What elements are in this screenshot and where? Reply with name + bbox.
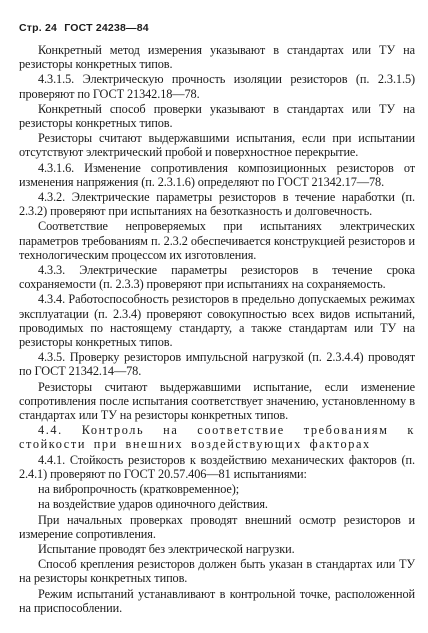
paragraph: 4.3.5. Проверку резисторов импульсной нагрузкой (п. 2.3.4.4) проводят по ГОСТ 21342.14—78. — [19, 350, 415, 379]
paragraph: Резисторы считают выдержавшими испытания, если при испытании отсутствуют электрический пробой и поверхностное перекрытие. — [19, 131, 415, 160]
paragraph: 4.3.3. Электрические параметры резисторов в течение срока сохраняемости (п. 2.3.3) проверяют при испытаниях на сохраняемость. — [19, 263, 415, 292]
paragraph: Резисторы считают выдержавшими испытание, если изменение сопротивления после испытания соответствует значению, установленному в стандартах или ТУ на резисторы конкретных типов. — [19, 379, 415, 423]
list-item: на вибропрочность (кратковременное); — [38, 482, 240, 497]
paragraph: Соответствие непроверяемых при испытаниях электрических параметров требованиям п. 2.3.2 обеспечивается конструкцией резисторов и технологическим процессом их изготовления. — [19, 219, 415, 262]
page-number: Стр. 24 — [19, 22, 58, 34]
paragraph: Конкретный способ проверки указывают в стандартах или ТУ на резисторы конкретных типов. — [19, 101, 415, 131]
paragraph: 4.3.1.6. Изменение сопротивления композиционных резисторов от изменения напряжения (п. 2.3.1.6) определяют по ГОСТ 21342.17—78. — [19, 160, 415, 189]
paragraph: 4.3.1.5. Электрическую прочность изоляции резисторов (п. 2.3.1.5) проверяют по ГОСТ 21342.18—78. — [19, 72, 415, 101]
paragraph: Режим испытаний устанавливают в контрольной точке, расположенной на приспособлении. — [19, 586, 415, 615]
paragraph: Конкретный метод измерения указывают в стандартах или ТУ на резисторы конкретных типов. — [19, 43, 415, 72]
paragraph: 4.3.4. Работоспособность резисторов в предельно допускаемых режимах эксплуатации (п. 2.3.4) проверяют совокупностью всех видов испытаний, проводимых по настоящему стандарту, а также стандартам или ТУ на резисторы конкретных типов. — [19, 292, 415, 350]
paragraph: 4.3.2. Электрические параметры резисторов в течение наработки (п. 2.3.2) проверяют при испытаниях на безотказность и долговечность. — [19, 190, 415, 219]
paragraph: Способ крепления резисторов должен быть указан в стандартах или ТУ на резисторы конкретных типов. — [19, 557, 415, 586]
document-body — [19, 43, 415, 615]
page-header — [19, 22, 415, 34]
document-page — [19, 22, 415, 615]
standard-code: ГОСТ 24238—84 — [64, 22, 149, 34]
list-item: на воздействие ударов одиночного действия. — [38, 497, 268, 512]
paragraph: При начальных проверках проводят внешний осмотр резисторов и измерение сопротивления. — [19, 512, 415, 541]
paragraph: Испытание проводят без электрической нагрузки. — [38, 541, 295, 556]
section-heading: 4.4. Контроль на соответствие требованиям к стойкости при внешних воздействующих факторах — [19, 423, 415, 452]
paragraph: 4.4.1. Стойкость резисторов к воздействию механических факторов (п. 2.4.1) проверяют по ГОСТ 20.57.406—81 испытаниями: — [19, 452, 415, 481]
